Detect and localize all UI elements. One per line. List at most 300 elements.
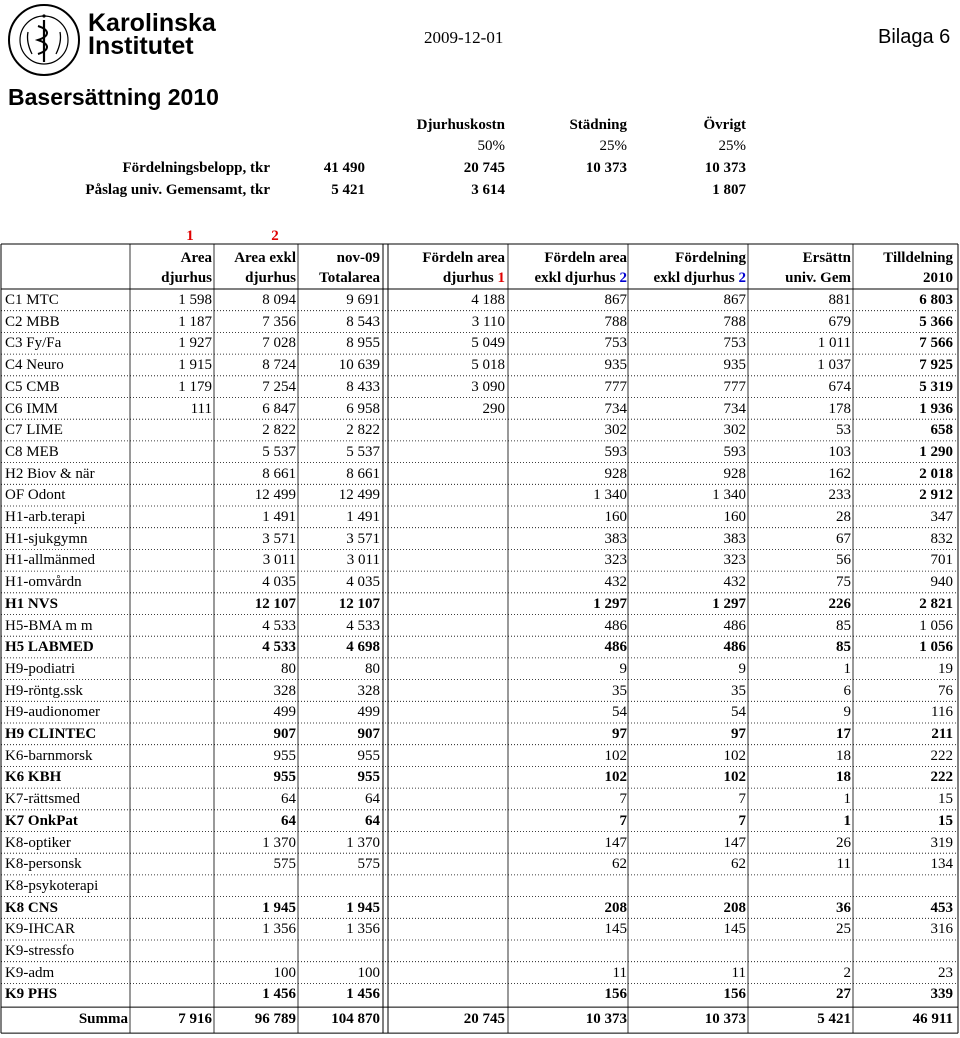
table-cell: 36 [836,899,851,916]
table-cell: 4 035 [346,574,380,591]
row-name: K9-stressfo [5,943,75,959]
table-cell: 1 290 [919,443,953,460]
table-cell: 54 [731,704,746,721]
table-cell: 867 [723,292,746,308]
row-name: H1-arb.terapi [5,509,86,525]
table-cell [132,550,212,571]
table-cell: 23 [938,964,953,981]
column-header-line1: Area [180,250,212,266]
table-cell: 593 [723,443,746,460]
table-cell: 12 499 [254,487,296,504]
row-name: H5-BMA m m [5,617,93,634]
table-cell: 1 915 [178,357,212,374]
table-cell: 8 661 [262,465,296,482]
row-name: H1-sjukgymn [5,530,88,547]
table-cell: 8 955 [346,335,380,352]
summary-row-value: 10 373 [704,160,746,176]
table-cell [390,420,505,441]
table-cell: 7 [738,812,746,829]
appendix-label: Bilaga 6 [878,26,951,48]
column-header-text: univ. Gem [785,270,851,286]
table-cell: 940 [930,574,953,591]
page-title: Basersättning 2010 [8,84,219,110]
table-cell [390,659,505,680]
column-header-text: Totalarea [319,270,380,286]
table-cell: 1 598 [178,292,212,308]
table-cell: 35 [612,682,627,699]
row-name: K8-psykoterapi [5,877,99,894]
table-cell: 955 [357,747,380,764]
column-header-text: exkl djurhus [653,270,735,286]
table-cell: 64 [365,791,380,808]
footnote-marker-2: 2 [271,228,279,244]
row-name: C6 IMM [5,400,58,417]
table-cell: 147 [604,834,627,851]
table-cell: 575 [357,856,380,873]
table-cell [390,789,505,810]
column-header-line1: Ersättn [802,250,851,266]
row-name: H1 NVS [5,595,58,612]
table-cell: 4 188 [471,292,505,308]
table-cell: 5 537 [262,443,296,460]
table-cell: 935 [604,357,627,374]
row-name: K7 OnkPat [5,812,78,829]
column-header-text: djurhus [161,270,212,286]
table-cell [750,941,851,962]
table-cell: 1 491 [346,509,380,525]
table-cell: 2 912 [919,487,953,504]
table-cell: 156 [723,986,746,1003]
table-cell: 8 433 [346,378,380,395]
table-cell: 734 [604,400,627,417]
row-name: K7-rättsmed [5,791,80,808]
table-cell [132,594,212,615]
table-cell: 593 [604,443,627,460]
table-cell: 17 [836,726,851,742]
summary-row-value: 3 614 [471,182,505,198]
row-name: H1-omvårdn [5,574,82,591]
table-cell: 5 319 [919,378,953,395]
table-cell: 1 297 [593,595,627,612]
table-cell: 156 [604,986,627,1003]
table-cell [300,876,380,897]
table-cell: 832 [930,530,953,547]
table-cell: 8 661 [346,465,380,482]
table-cell: 928 [604,465,627,482]
table-cell: 5 018 [471,357,505,374]
table-cell: 7 [738,791,746,808]
total-cell: 104 870 [331,1011,380,1028]
summary-row-label: Påslag univ. Gemensamt, tkr [85,182,270,198]
table-cell: 1 297 [712,595,746,612]
table-cell: 2 [843,964,851,981]
table-cell: 53 [836,422,851,439]
table-cell: 1 945 [262,899,296,916]
table-cell: 8 724 [262,357,296,374]
table-cell: 2 821 [919,595,953,612]
table-cell [390,876,505,897]
table-cell: 7 [619,812,627,829]
table-cell: 777 [604,378,627,395]
table-cell [132,659,212,680]
table-cell [132,963,212,984]
table-cell: 432 [723,574,746,591]
table-cell [216,876,296,897]
table-cell [390,507,505,528]
table-cell: 323 [604,552,627,569]
table-cell: 753 [604,335,627,352]
table-cell: 11 [836,856,851,873]
wordmark-line-2: Institutet [88,32,194,60]
column-header-line1: Fördeln area [544,250,627,266]
table-cell [132,767,212,788]
table-cell: 145 [604,921,627,938]
table-cell [132,529,212,550]
table-cell: 9 [843,704,851,721]
total-cell: 7 916 [178,1011,212,1028]
summary-percent: 25% [599,138,627,154]
table-cell: 486 [723,617,746,634]
table-cell: 62 [612,856,627,873]
table-cell [390,767,505,788]
table-cell: 25 [836,921,851,938]
table-cell: 486 [604,617,627,634]
table-cell: 453 [930,899,953,916]
column-header-line2 [630,268,746,289]
table-cell: 160 [723,509,746,525]
table-cell: 928 [723,465,746,482]
seal-laurel-left [28,32,33,54]
table-cell: 1 056 [919,617,953,634]
table-cell: 907 [357,726,380,742]
total-cell: 96 789 [254,1011,296,1028]
table-cell [390,811,505,832]
table-cell [132,833,212,854]
row-name: C2 MBB [5,313,60,330]
table-cell [132,984,212,1005]
table-cell: 75 [836,574,851,591]
table-cell: 6 [843,682,851,699]
row-name: K6-barnmorsk [5,747,93,764]
table-cell [510,941,627,962]
column-header-line2 [390,268,505,289]
column-header-line1: Fördelning [675,250,746,266]
table-cell: 290 [482,400,505,417]
column-header-line2 [300,268,380,289]
table-cell: 2 018 [919,465,953,482]
table-cell: 9 691 [346,292,380,308]
row-name: C3 Fy/Fa [5,335,62,352]
row-name: K6 KBH [5,769,62,786]
table-cell: 1 456 [262,986,296,1003]
table-cell: 3 110 [471,313,505,330]
row-name: H9-podiatri [5,660,75,677]
table-cell: 64 [281,812,296,829]
table-cell [132,919,212,940]
row-name: K9-IHCAR [5,921,75,938]
row-name: C5 CMB [5,378,60,395]
table-cell [390,854,505,875]
table-cell: 19 [938,660,953,677]
table-cell: 486 [723,639,746,656]
table-cell: 97 [731,726,746,742]
row-name: C1 MTC [5,292,59,308]
table-cell [132,789,212,810]
table-cell: 102 [604,747,627,764]
table-cell: 907 [273,726,296,742]
table-cell: 222 [930,769,953,786]
table-cell: 4 533 [262,617,296,634]
table-cell: 1 356 [346,921,380,938]
total-cell: 20 745 [463,1011,505,1028]
column-header-text: 2010 [923,270,953,286]
table-cell: 323 [723,552,746,569]
table-cell: 3 571 [262,530,296,547]
table-cell [390,746,505,767]
table-cell [390,616,505,637]
table-cell [132,702,212,723]
table-cell: 7 254 [262,378,296,395]
table-cell [132,876,212,897]
table-cell: 7 [619,791,627,808]
column-header-text: djurhus [245,270,296,286]
table-cell: 7 566 [919,335,953,352]
table-cell: 777 [723,378,746,395]
table-cell [132,681,212,702]
table-cell [132,572,212,593]
summary-row-total: 41 490 [323,160,365,176]
row-name: K8-optiker [5,834,71,851]
table-cell [855,876,953,897]
row-name: K9-adm [5,964,55,981]
table-cell: 160 [604,509,627,525]
table-cell: 1 187 [178,313,212,330]
total-cell: 5 421 [817,1011,851,1028]
table-cell: 222 [930,747,953,764]
table-cell: 85 [836,617,851,634]
table-cell [216,941,296,962]
summary-percent: 25% [718,138,746,154]
column-header-line2 [750,268,851,289]
table-cell [390,485,505,506]
table-cell: 102 [723,747,746,764]
column-header-footnote-ref: 1 [493,270,505,286]
table-cell: 2 822 [346,422,380,439]
summary-col-head: Städning [569,117,627,133]
table-cell: 1 936 [919,400,953,417]
table-cell: 6 803 [919,292,953,308]
table-cell: 97 [612,726,627,742]
table-cell: 147 [723,834,746,851]
table-cell [132,854,212,875]
summary-col-head: Övrigt [703,117,746,133]
table-cell [132,941,212,962]
table-cell: 6 847 [262,400,296,417]
table-cell: 7 028 [262,335,296,352]
table-cell: 658 [930,422,953,439]
table-cell: 18 [836,747,851,764]
table-cell: 233 [828,487,851,504]
table-cell: 499 [273,704,296,721]
table-cell: 1 927 [178,335,212,352]
summary-row-value [497,180,627,201]
table-cell [132,637,212,658]
table-cell: 3 011 [346,552,380,569]
table-cell: 18 [836,769,851,786]
table-cell: 4 035 [262,574,296,591]
table-cell: 103 [828,443,851,460]
table-cell: 328 [357,682,380,699]
table-cell [132,442,212,463]
table-cell: 4 533 [346,617,380,634]
table-cell: 6 958 [346,400,380,417]
table-cell: 575 [273,856,296,873]
column-header-footnote-ref: 2 [615,270,627,286]
column-header-text: djurhus [442,270,494,286]
table-cell [390,724,505,745]
table-cell: 4 698 [346,639,380,656]
table-cell: 5 049 [471,335,505,352]
row-name: K8 CNS [5,899,58,916]
table-cell [132,616,212,637]
table-cell [855,941,953,962]
table-cell: 11 [731,964,746,981]
summary-row-value: 20 745 [463,160,505,176]
table-cell: 1 356 [262,921,296,938]
table-cell: 54 [612,704,627,721]
table-cell [390,702,505,723]
table-cell: 2 822 [262,422,296,439]
table-cell [390,572,505,593]
table-cell: 1 [843,791,851,808]
row-name: H9-audionomer [5,704,100,721]
table-cell: 178 [828,400,851,417]
total-cell: 10 373 [704,1011,746,1028]
table-cell: 80 [281,660,296,677]
table-cell [132,811,212,832]
table-cell [390,984,505,1005]
table-cell [390,941,505,962]
table-cell [132,464,212,485]
total-label: Summa [78,1011,128,1028]
table-cell: 679 [828,313,851,330]
table-cell: 1 340 [712,487,746,504]
row-name: H1-allmänmed [5,552,95,569]
summary-row-value: 10 373 [585,160,627,176]
seal-star [42,14,45,17]
summary-row-label: Fördelningsbelopp, tkr [122,160,270,176]
table-cell: 734 [723,400,746,417]
table-cell: 5 366 [919,313,953,330]
row-name: C4 Neuro [5,357,64,374]
table-cell: 1 011 [817,335,851,352]
row-name: H5 LABMED [5,639,94,656]
summary-col-head: Djurhuskostn [416,117,505,133]
table-cell: 319 [930,834,953,851]
table-cell: 12 499 [338,487,380,504]
column-header-line1: Fördeln area [422,250,505,266]
table-cell: 1 370 [346,834,380,851]
footnote-marker-1: 1 [186,228,194,244]
table-cell: 28 [836,509,851,525]
seal-laurel-right [56,32,61,54]
institution-wordmark [88,9,216,60]
table-cell [390,681,505,702]
table-cell: 9 [738,660,746,677]
table-cell: 111 [190,400,212,417]
table-cell: 1 [843,660,851,677]
table-cell: 347 [930,509,953,525]
row-name: K9 PHS [5,986,58,1003]
column-header-line1: Area exkl [234,250,296,266]
table-cell: 3 571 [346,530,380,547]
column-header-line2 [855,268,953,289]
table-cell: 1 056 [919,639,953,656]
table-cell: 35 [731,682,746,699]
row-name: K8-personsk [5,856,82,873]
table-cell: 7 925 [919,357,953,374]
table-cell: 15 [938,791,953,808]
table-cell: 9 [619,660,627,677]
table-cell [630,876,746,897]
table-cell [390,637,505,658]
table-cell: 100 [357,964,380,981]
row-name: C7 LIME [5,422,63,439]
table-cell: 208 [723,899,746,916]
table-cell: 1 370 [262,834,296,851]
table-cell: 339 [930,986,953,1003]
table-cell [390,550,505,571]
row-name: C8 MEB [5,443,59,460]
table-cell: 208 [604,899,627,916]
table-cell [390,833,505,854]
table-cell: 383 [604,530,627,547]
document-date: 2009-12-01 [424,28,504,47]
table-cell: 3 011 [262,552,296,569]
table-cell [390,442,505,463]
table-cell [132,746,212,767]
table-cell: 62 [731,856,746,873]
table-cell: 1 456 [346,986,380,1003]
table-cell [390,919,505,940]
table-cell: 881 [828,292,851,308]
table-cell: 867 [604,292,627,308]
table-cell: 955 [357,769,380,786]
column-header-line2 [132,268,212,289]
table-cell: 3 090 [471,378,505,395]
table-cell: 116 [931,704,953,721]
table-cell: 788 [604,313,627,330]
table-cell [132,724,212,745]
table-cell: 432 [604,574,627,591]
table-cell [132,898,212,919]
column-header-text: exkl djurhus [534,270,616,286]
table-cell: 134 [930,856,953,873]
table-cell: 102 [723,769,746,786]
column-header-line2 [216,268,296,289]
table-cell: 12 107 [338,595,380,612]
table-cell: 67 [836,530,851,547]
table-cell: 1 037 [817,357,851,374]
table-cell: 1 [843,812,851,829]
table-cell: 85 [836,639,851,656]
table-cell: 316 [930,921,953,938]
table-cell: 674 [828,378,851,395]
table-cell: 27 [836,986,851,1003]
table-cell: 302 [604,422,627,439]
table-cell: 1 179 [178,378,212,395]
table-cell: 788 [723,313,746,330]
